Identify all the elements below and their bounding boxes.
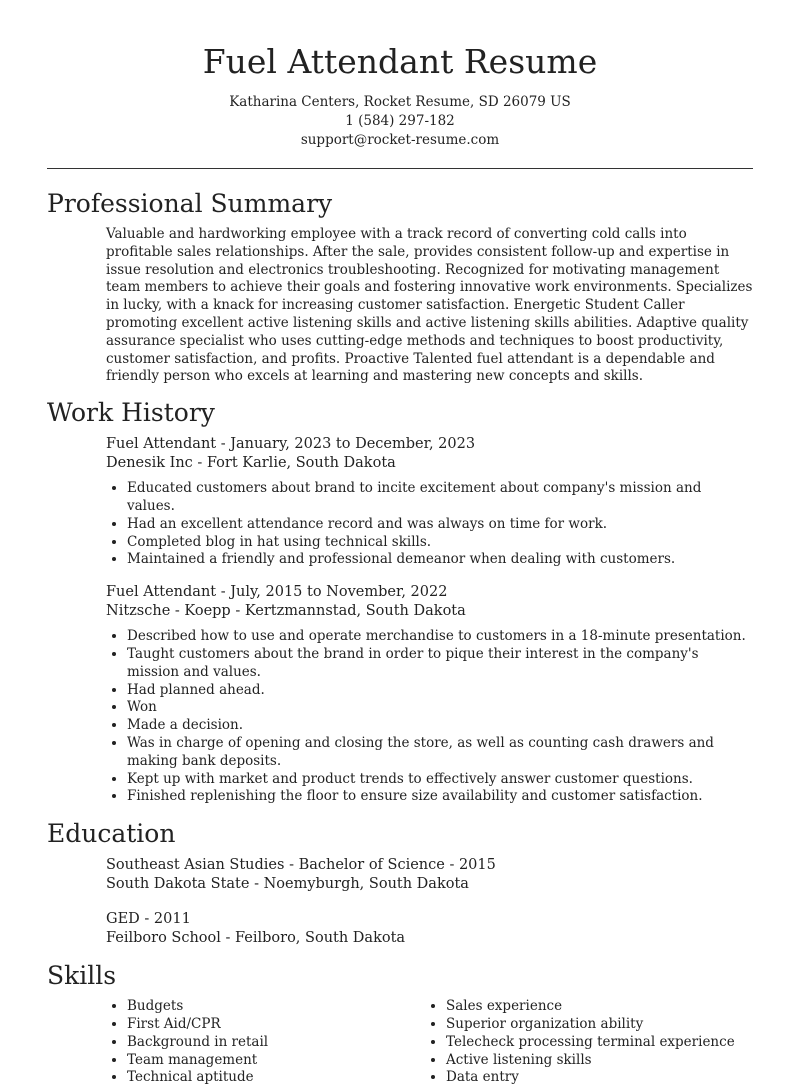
contact-email: support@rocket-resume.com: [300, 132, 500, 148]
job-company-location: Nitzsche - Koepp - Kertzmannstad, South Dakota: [106, 603, 466, 620]
list-item: • Superior organization ability: [446, 1016, 744, 1034]
list-item: • Telecheck processing terminal experience: [446, 1034, 744, 1052]
job-bullets: [106, 480, 753, 569]
list-item: • Completed blog in hat using technical skills.: [127, 534, 753, 552]
skills-heading: Skills: [47, 961, 117, 991]
list-item: • Taught customers about the brand in order to pique their interest in the company's mission and values.: [127, 646, 753, 682]
list-item: • Described how to use and operate merchandise to customers in a 18-minute presentation.: [127, 628, 753, 646]
list-item: • Educated customers about brand to incite excitement about company's mission and values.: [127, 480, 753, 516]
education-school: Feilboro School - Feilboro, South Dakota: [106, 930, 406, 947]
resume-title: Fuel Attendant Resume: [202, 42, 598, 81]
list-item: • Data entry: [446, 1069, 744, 1087]
summary-heading: Professional Summary: [47, 189, 333, 218]
list-item: • Made a decision.: [127, 717, 753, 735]
resume-page: [47, 0, 753, 1087]
list-item: • Won: [127, 699, 753, 717]
education-degree: Southeast Asian Studies - Bachelor of Science - 2015: [106, 857, 496, 874]
work-history-heading: Work History: [47, 398, 215, 428]
job-company-location: Denesik Inc - Fort Karlie, South Dakota: [106, 455, 396, 472]
list-item: • Team management: [127, 1052, 425, 1070]
list-item: • Technical aptitude: [127, 1069, 425, 1087]
list-item: • Maintained a friendly and professional demeanor when dealing with customers.: [127, 551, 753, 569]
skills-right-column: [425, 998, 744, 1087]
skills-left-column: [106, 998, 425, 1087]
list-item: • Active listening skills: [446, 1052, 744, 1070]
job-bullets: [106, 628, 753, 806]
job-entry-2: [106, 583, 753, 806]
education-entry-2: [106, 910, 753, 948]
list-item: • Finished replenishing the floor to ensure size availability and customer satisfaction.: [127, 788, 753, 806]
list-item: • Kept up with market and product trends to effectively answer customer questions.: [127, 771, 753, 789]
list-item: • Budgets: [127, 998, 425, 1016]
header-divider: [47, 168, 753, 169]
list-item: • First Aid/CPR: [127, 1016, 425, 1034]
job-title-dates: Fuel Attendant - July, 2015 to November, 2022: [106, 584, 448, 601]
education-school: South Dakota State - Noemyburgh, South Dakota: [106, 876, 469, 893]
job-entry-1: [106, 435, 753, 569]
contact-block: [47, 93, 753, 150]
list-item: • Had an excellent attendance record and was always on time for work.: [127, 516, 753, 534]
education-entry-1: [106, 856, 753, 894]
job-title-dates: Fuel Attendant - January, 2023 to December, 2023: [106, 436, 476, 453]
education-heading: Education: [47, 819, 176, 849]
list-item: • Had planned ahead.: [127, 682, 753, 700]
list-item: • Was in charge of opening and closing the store, as well as counting cash drawers and making bank deposits.: [127, 735, 753, 771]
contact-phone: 1 (584) 297-182: [345, 113, 455, 129]
education-degree: GED - 2011: [106, 911, 191, 928]
skills-columns: [106, 998, 753, 1087]
summary-text: Valuable and hardworking employee with a track record of converting cold calls into profitable sales relationships. After the sale, provides consistent follow-up and expertise in issue resolution and electronics troubleshooting. Recognized for motivating management team members to achieve their goals and fostering innovative work environments. Specializes in lucky, with a knack for increasing customer satisfaction. Energetic Student Caller promoting excellent active listening skills and active listening skills abilities. Adaptive quality assurance specialist who uses cutting-edge methods and techniques to boost productivity, customer satisfaction, and profits. Proactive Talented fuel attendant is a dependable and friendly person who excels at learning and mastering new concepts and skills.: [106, 226, 753, 385]
list-item: • Background in retail: [127, 1034, 425, 1052]
contact-address: Katharina Centers, Rocket Resume, SD 26079 US: [229, 94, 571, 110]
list-item: • Sales experience: [446, 998, 744, 1016]
